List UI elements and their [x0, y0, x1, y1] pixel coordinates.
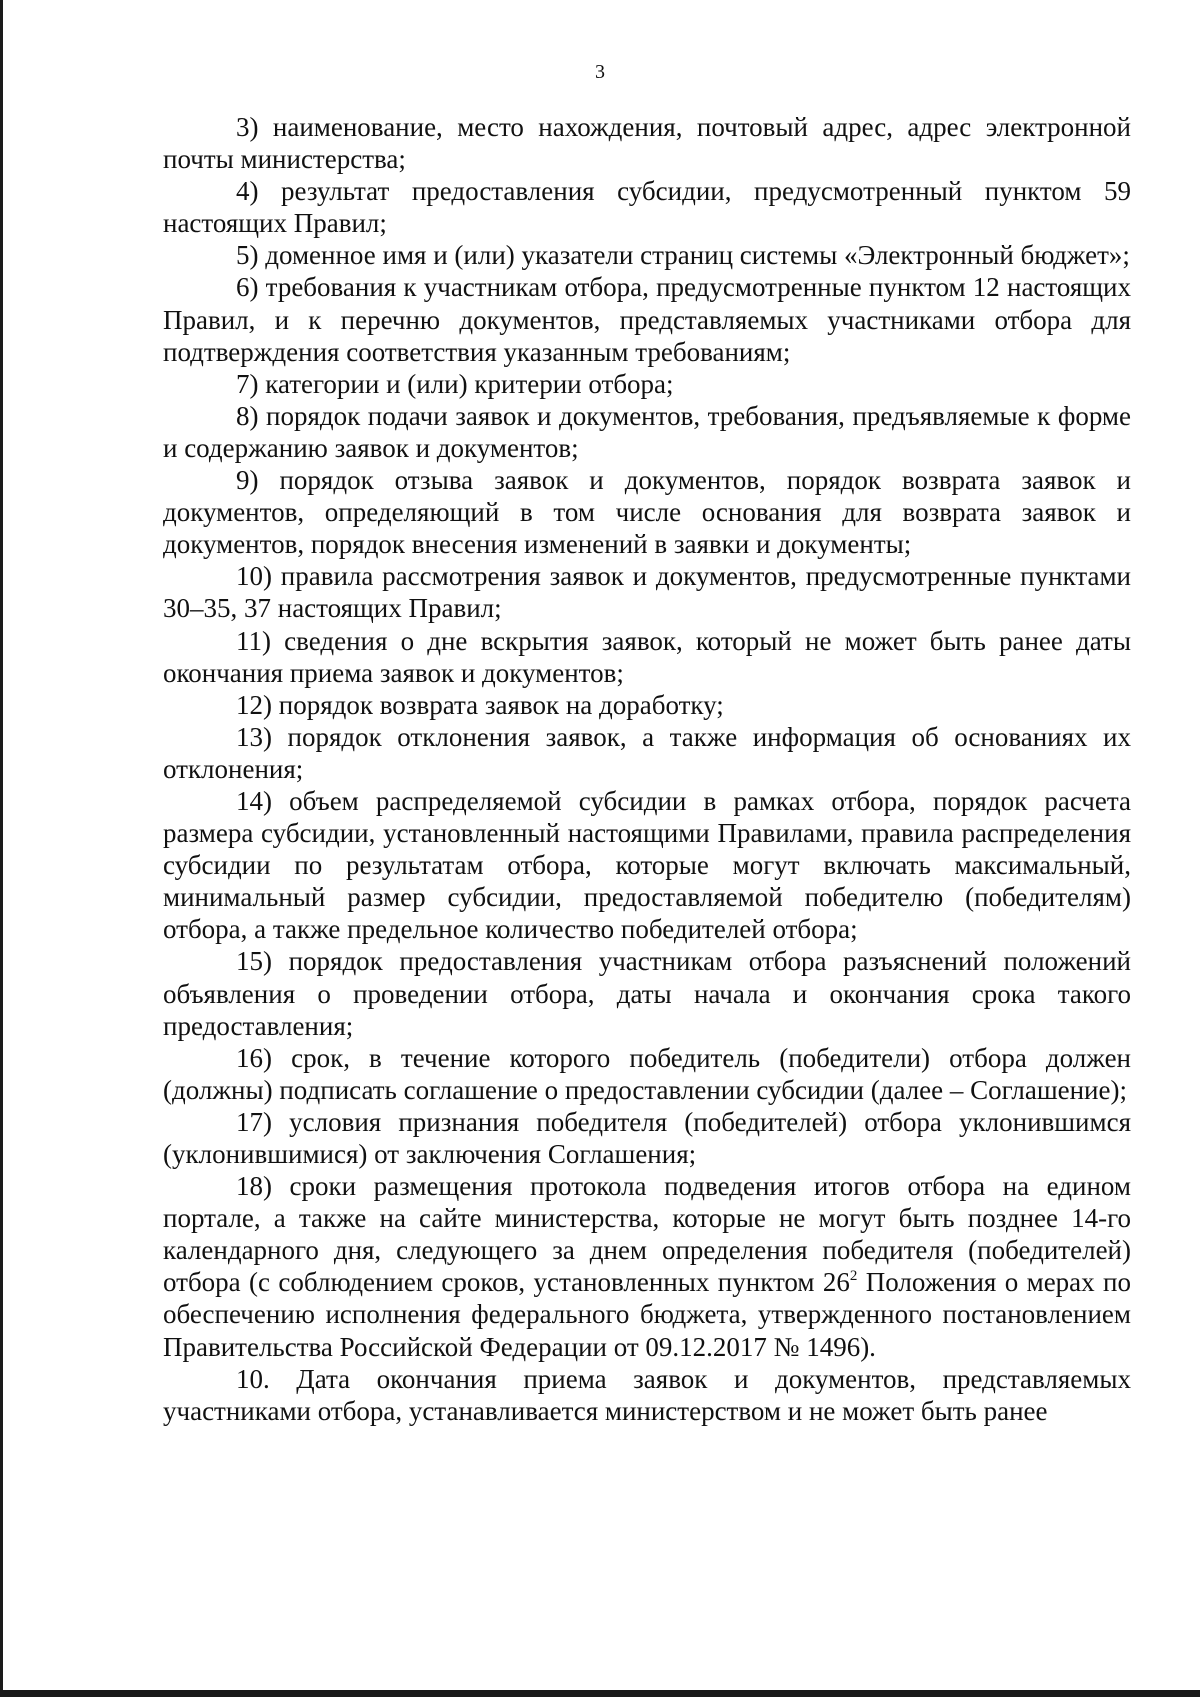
item-8-paragraph: 8) порядок подачи заявок и документов, требования, предъявляемые к форме и содержанию заявок и документов;	[163, 400, 1131, 463]
item-13-paragraph: 13) порядок отклонения заявок, а также информация об основаниях их отклонения;	[163, 721, 1131, 784]
scan-border-left	[0, 0, 3, 1697]
item-9-paragraph: 9) порядок отзыва заявок и документов, порядок возврата заявок и документов, определяющий в том числе основания для возврата заявок и документов, порядок внесения изменений в заявки и документы;	[163, 465, 1131, 560]
document-body	[163, 111, 1131, 1427]
item-7-paragraph: 7) категории и (или) критерии отбора;	[236, 368, 674, 399]
item-17-paragraph: 17) условия признания победителя (победителей) отбора уклонившимся (уклонившимися) от заключения Соглашения;	[163, 1106, 1131, 1169]
section-10-paragraph: 10. Дата окончания приема заявок и документов, представляемых участниками отбора, устанавливается министерством и не может быть ранее	[163, 1363, 1131, 1426]
scan-border-bottom	[0, 1690, 1200, 1697]
item-5-paragraph: 5) доменное имя и (или) указатели страниц системы «Электронный бюджет»;	[236, 240, 1130, 271]
page-number: 3	[595, 61, 605, 83]
item-12-paragraph: 12) порядок возврата заявок на доработку;	[236, 689, 724, 720]
item-11-paragraph: 11) сведения о дне вскрытия заявок, который не может быть ранее даты окончания приема заявок и документов;	[163, 625, 1131, 688]
item-6-paragraph: 6) требования к участникам отбора, предусмотренные пунктом 12 настоящих Правил, и к перечню документов, представляемых участниками отбора для подтверждения соответствия указанным требованиям;	[163, 272, 1131, 367]
superscript-2: 2	[849, 1268, 858, 1285]
item-18-text-end: Положения о мерах по обеспечению исполнения федерального бюджета, утвержденного постановлением Правительства Российской Федерации от 09.12.2017 № 1496).	[163, 1267, 1132, 1362]
item-10-paragraph: 10) правила рассмотрения заявок и документов, предусмотренные пунктами 30–35, 37 настоящих Правил;	[163, 561, 1131, 624]
item-4-paragraph: 4) результат предоставления субсидии, предусмотренный пунктом 59 настоящих Правил;	[163, 176, 1131, 239]
item-18-text-start: 18) сроки размещения протокола подведения итогов отбора на едином портале, а также на сайте министерства, которые не могут быть позднее 14-го календарного дня, следующего за днем определения победителя (победителей) отбора (с соблюдением сроков, установленных пунктом 26	[163, 1171, 1131, 1298]
item-16-paragraph: 16) срок, в течение которого победитель (победители) отбора должен (должны) подписать соглашение о предоставлении субсидии (далее – Соглашение);	[163, 1042, 1131, 1105]
item-14-paragraph: 14) объем распределяемой субсидии в рамках отбора, порядок расчета размера субсидии, установленный настоящими Правилами, правила распределения субсидии по результатам отбора, которые могут включать максимальный, минимальный размер субсидии, предоставляемой победителю (победителям) отбора, а также предельное количество победителей отбора;	[163, 785, 1131, 945]
item-18-paragraph	[163, 1170, 1131, 1363]
item-3-paragraph: 3) наименование, место нахождения, почтовый адрес, адрес электронной почты министерства;	[163, 112, 1131, 175]
item-15-paragraph: 15) порядок предоставления участникам отбора разъяснений положений объявления о проведении отбора, даты начала и окончания срока такого предоставления;	[163, 946, 1131, 1041]
